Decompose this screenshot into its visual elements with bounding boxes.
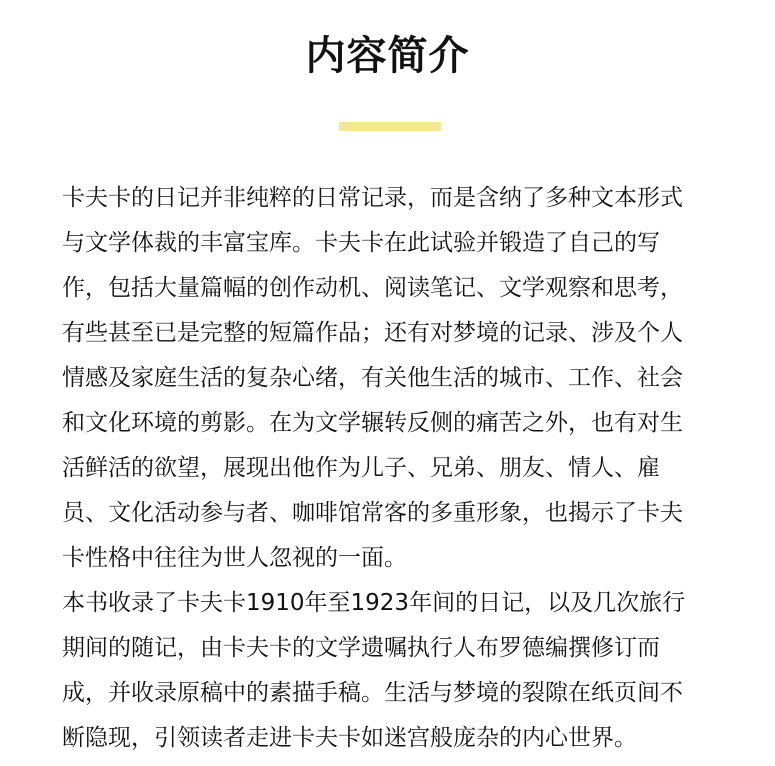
text-line: 与文学体裁的丰富宝库。卡夫卡在此试验并锻造了自己的写 [62,230,660,256]
text-line: 员、文化活动参与者、咖啡馆常客的多重形象，也揭示了卡夫 [62,500,683,526]
synopsis-paragraph-1 [62,176,722,581]
page-title: 内容简介 [305,33,470,79]
text-line: 作，包括大量篇幅的创作动机、阅读笔记、文学观察和思考， [62,275,683,301]
text-line: 活鲜活的欲望，展现出他作为儿子、兄弟、朋友、情人、雇 [62,455,660,481]
text-line: 期间的随记，由卡夫卡的文学遗嘱执行人布罗德编撰修订而 [62,635,660,661]
title-accent-bar [339,122,441,131]
text-line: 卡夫卡的日记并非纯粹的日常记录，而是含纳了多种文本形式 [62,185,683,211]
synopsis-paragraph-2 [62,581,722,761]
text-line: 断隐现，引领读者走进卡夫卡如迷宫般庞杂的内心世界。 [62,725,637,751]
text-line: 成，并收录原稿中的素描手稿。生活与梦境的裂隙在纸页间不 [62,680,683,706]
text-line: 卡性格中往往为世人忽视的一面。 [62,545,407,571]
text-line: 和文化环境的剪影。在为文学辗转反侧的痛苦之外，也有对生 [62,410,683,436]
text-line: 本书收录了卡夫卡1910年至1923年间的日记，以及几次旅行 [62,590,686,616]
text-line: 有些甚至已是完整的短篇作品；还有对梦境的记录、涉及个人 [62,320,683,346]
text-line: 情感及家庭生活的复杂心绪，有关他生活的城市、工作、社会 [62,365,683,391]
synopsis-body [62,176,722,761]
